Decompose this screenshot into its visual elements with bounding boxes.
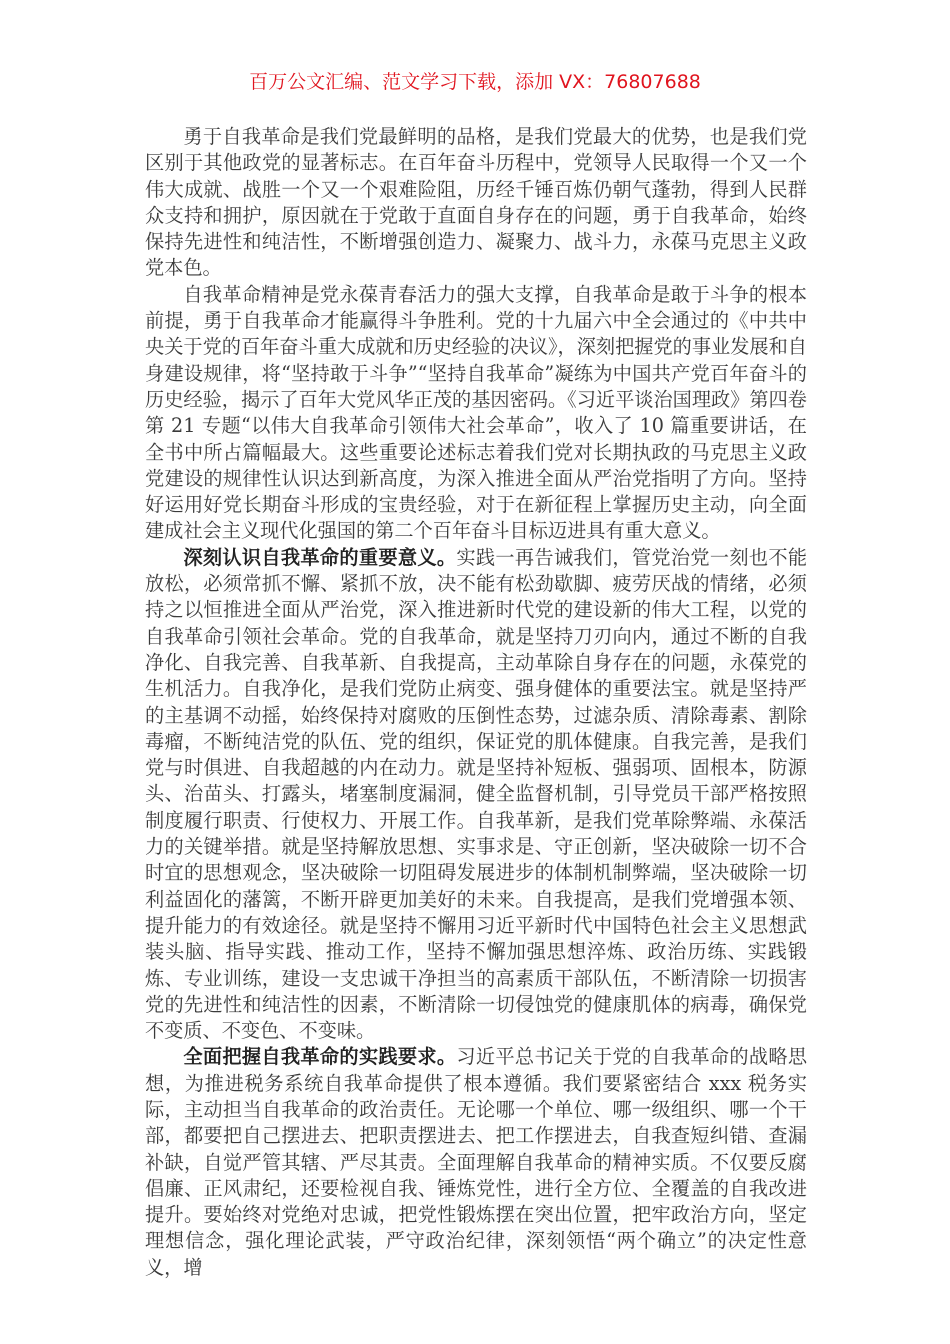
paragraph-text: 习近平总书记关于党的自我革命的战略思想，为推进税务系统自我革命提供了根本遵循。我们要紧密结合 xxx 税务实际，主动担当自我革命的政治责任。无论哪一个单位、哪一级组织、哪一个干部，都要把自己摆进去、把职责摆进去、把工作摆进去，自我查短纠错、查漏补缺，自觉严管其辖、严尽其责。全面理解自我革命的精神实质。不仅要反腐倡廉、正风肃纪，还要检视自我、锤炼党性，进行全方位、全覆盖的自我改进提升。要始终对党绝对忠诚，把党性锻炼摆在突出位置，把牢政治方向，坚定理想信念，强化理论武装，严守政治纪律，深刻领悟“两个确立”的决定性意义，增	[145, 1045, 808, 1279]
paragraph-1	[145, 124, 807, 282]
paragraph-2	[145, 282, 807, 545]
paragraph-4	[145, 1044, 807, 1281]
download-banner: 百万公文汇编、范文学习下载，添加 VX：76807688	[249, 71, 701, 93]
paragraph-text: 实践一再告诫我们，管党治党一刻也不能放松，必须常抓不懈、紧抓不放，决不能有松劲歇脚、疲劳厌战的情绪，必须持之以恒推进全面从严治党，深入推进新时代党的建设新的伟大工程，以党的自我革命引领社会革命。党的自我革命，就是坚持刀刃向内，通过不断的自我净化、自我完善、自我革新、自我提高，主动革除自身存在的问题，永葆党的生机活力。自我净化，是我们党防止病变、强身健体的重要法宝。就是坚持严的主基调不动摇，始终保持对腐败的压倒性态势，过滤杂质、清除毒素、割除毒瘤，不断纯洁党的队伍、党的组织，保证党的肌体健康。自我完善，是我们党与时俱进、自我超越的内在动力。就是坚持补短板、强弱项、固根本，防源头、治苗头、打露头，堵塞制度漏洞，健全监督机制，引导党员干部严格按照制度履行职责、行使权力、开展工作。自我革新，是我们党革除弊端、永葆活力的关键举措。就是坚持解放思想、实事求是、守正创新，坚决破除一切不合时宜的思想观念，坚决破除一切阻碍发展进步的体制机制弊端，坚决破除一切利益固化的藩篱，不断开辟更加美好的未来。自我提高，是我们党增强本领、提升能力的有效途径。就是坚持不懈用习近平新时代中国特色社会主义思想武装头脑、指导实践、推动工作，坚持不懈加强思想淬炼、政治历练、实践锻炼、专业训练，建设一支忠诚干净担当的高素质干部队伍，不断清除一切损害党的先进性和纯洁性的因素，不断清除一切侵蚀党的健康肌体的病毒，确保党不变质、不变色、不变味。	[145, 545, 808, 1043]
document-body	[145, 124, 807, 1281]
paragraph-3	[145, 545, 807, 1045]
section-heading: 全面把握自我革命的实践要求。	[183, 1045, 457, 1069]
paragraph-text: 勇于自我革命是我们党最鲜明的品格，是我们党最大的优势，也是我们党区别于其他政党的显著标志。在百年奋斗历程中，党领导人民取得一个又一个伟大成就、战胜一个又一个艰难险阻，历经千锤百炼仍朝气蓬勃，得到人民群众支持和拥护，原因就在于党敢于直面自身存在的问题，勇于自我革命，始终保持先进性和纯洁性，不断增强创造力、凝聚力、战斗力，永葆马克思主义政党本色。	[145, 125, 807, 280]
section-heading: 深刻认识自我革命的重要意义。	[183, 545, 457, 569]
paragraph-text: 自我革命精神是党永葆青春活力的强大支撑，自我革命是敢于斗争的根本前提，勇于自我革命才能赢得斗争胜利。党的十九届六中全会通过的《中共中央关于党的百年奋斗重大成就和历史经验的决议》，深刻把握党的事业发展和自身建设规律，将“坚持敢于斗争”“坚持自我革命”凝练为中国共产党百年奋斗的历史经验，揭示了百年大党风华正茂的基因密码。《习近平谈治国理政》第四卷第 21 专题“以伟大自我革命引领伟大社会革命”，收入了 10 篇重要讲话，在全书中所占篇幅最大。这些重要论述标志着我们党对长期执政的马克思主义政党建设的规律性认识达到新高度，为深入推进全面从严治党指明了方向。坚持好运用好党长期奋斗形成的宝贵经验，对于在新征程上掌握历史主动，向全面建成社会主义现代化强国的第二个百年奋斗目标迈进具有重大意义。	[145, 282, 807, 543]
